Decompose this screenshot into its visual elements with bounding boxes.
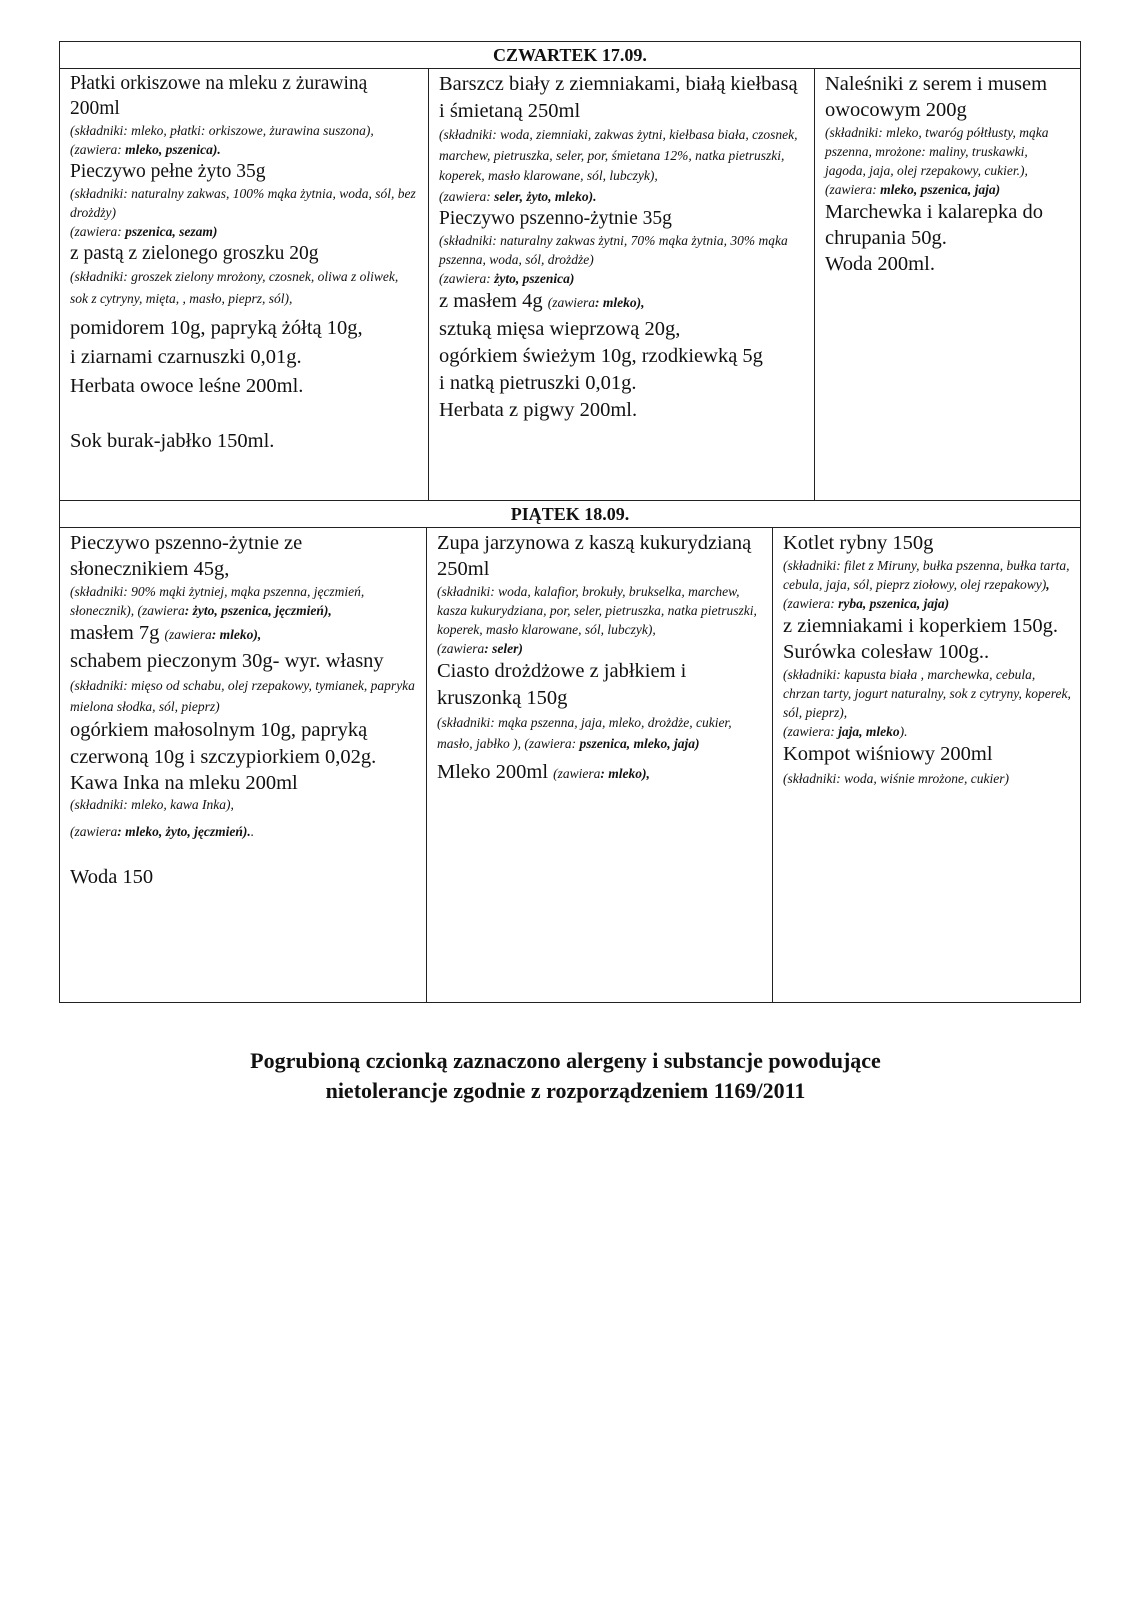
allergens: : seler)	[484, 641, 523, 656]
footnote-line: nietolerancje zgodnie z rozporządzeniem 1169/2011	[325, 1078, 806, 1103]
dish-title: Naleśniki z serem i musem owocowym 200g	[825, 73, 1048, 121]
dinner-cell-thursday	[814, 69, 1080, 500]
allergens: pszenica, mleko, jaja)	[579, 736, 700, 751]
dish-line: z masłem 4g (zawiera: mleko),	[439, 289, 645, 312]
footnote-line: Pogrubioną czcionką zaznaczono alergeny i substancje powodujące	[250, 1048, 881, 1073]
dish-title: Barszcz biały z ziemniakami, białą kiełbasą i śmietaną 250ml	[439, 73, 798, 122]
allergens: : mleko, żyto, jęczmień).	[117, 824, 251, 839]
ingredients: (składniki: 90% mąki żytniej, mąka pszenna, jęczmień, słonecznik), (zawiera: żyto, pszenica, jęczmień),	[70, 584, 365, 618]
allergen-note: (zawiera: mleko, żyto, jęczmień)..	[70, 824, 255, 839]
dish-title: Pieczywo pełne żyto 35g	[70, 161, 266, 182]
allergen-note: (zawiera: seler)	[437, 641, 523, 656]
allergen-note: (zawiera: seler, żyto, mleko).	[439, 188, 597, 204]
ingredients: (składniki: mąka pszenna, jaja, mleko, drożdże, cukier, masło, jabłko ), (zawiera: pszenica, mleko, jaja)	[437, 715, 732, 751]
dish-line: ogórkiem małosolnym 10g, papryką czerwoną 10g i szczypiorkiem 0,02g.	[70, 719, 377, 768]
ingredients: (składniki: mleko, płatki: orkiszowe, żurawina suszona),(zawiera: mleko, pszenica).	[70, 123, 374, 157]
dinner-cell-friday	[772, 528, 1080, 1002]
allergens: mleko, pszenica, jaja)	[880, 182, 1001, 197]
dish-title: Ciasto drożdżowe z jabłkiem i kruszonką 150g	[437, 660, 687, 709]
dish-title: Płatki orkiszowe na mleku z żurawiną 200ml	[70, 73, 368, 119]
drink-line: Kawa Inka na mleku 200ml	[70, 772, 298, 794]
allergen-footnote	[0, 1046, 1131, 1106]
allergens: jaja, mleko	[838, 724, 900, 739]
drink-line: Mleko 200ml (zawiera: mleko),	[437, 761, 650, 783]
dish-title: Kotlet rybny 150g	[783, 532, 934, 554]
dish-title: Zupa jarzynowa z kaszą kukurydzianą 250ml	[437, 532, 752, 580]
breakfast-cell-thursday	[60, 69, 428, 500]
allergen-note: (zawiera: pszenica, sezam)	[70, 224, 218, 239]
drink-line: Woda 150	[70, 866, 154, 888]
dish-line: z ziemniakami i koperkiem 150g.	[783, 615, 1058, 637]
dish-line: pomidorem 10g, papryką żółtą 10g,	[70, 317, 363, 339]
dish-line: masłem 7g (zawiera: mleko),	[70, 622, 262, 644]
dish-line: sztuką mięsa wieprzową 20g,	[439, 317, 681, 340]
drink-line: Kompot wiśniowy 200ml	[783, 743, 993, 765]
allergens: pszenica, sezam)	[125, 224, 218, 239]
dish-line: schabem pieczonym 30g- wyr. własny	[70, 650, 384, 672]
day-header-friday: PIĄTEK 18.09.	[60, 500, 1080, 528]
drink-line: Woda 200ml.	[825, 253, 935, 275]
breakfast-cell-friday	[60, 528, 426, 1002]
ingredients: (składniki: mleko, twaróg półtłusty, mąka pszenna, mrożone: maliny, truskawki, jagoda, jaja, olej rzepakowy, cukier.),	[825, 125, 1049, 178]
ingredients: (składniki: naturalny zakwas żytni, 70% mąka żytnia, 30% mąka pszenna, woda, sól, drożdże)	[439, 232, 788, 267]
ingredients: (składniki: woda, wiśnie mrożone, cukier)	[783, 771, 1009, 786]
drink-line: Herbata z pigwy 200ml.	[439, 398, 638, 421]
dish-title: Pieczywo pszenno-żytnie ze słonecznikiem 45g,	[70, 532, 303, 580]
allergens: żyto, pszenica)	[494, 270, 575, 286]
ingredients: (składniki: naturalny zakwas, 100% mąka żytnia, woda, sól, bez drożdży)	[70, 186, 416, 220]
dish-title: z pastą z zielonego groszku 20g	[70, 243, 319, 264]
allergens: ryba, pszenica, jaja)	[838, 596, 950, 611]
menu-row-friday	[60, 528, 1080, 1002]
allergens: mleko, pszenica).	[125, 142, 221, 157]
lunch-cell-friday	[426, 528, 772, 1002]
ingredients: (składniki: woda, kalafior, brokuły, brukselka, marchew, kasza kukurydziana, por, seler, pietruszka, natka pietruszki, koperek, masło klarowane, sól, lubczyk),	[437, 584, 757, 637]
dish-line: ogórkiem świeżym 10g, rzodkiewką 5g	[439, 344, 763, 367]
dish-line: Marchewka i kalarepka do chrupania 50g.	[825, 201, 1043, 249]
drink-line: Herbata owoce leśne 200ml.	[70, 375, 304, 397]
dish-title: Pieczywo pszenno-żytnie 35g	[439, 207, 672, 229]
allergens: : żyto, pszenica, jęczmień),	[184, 603, 332, 618]
dish-line: i ziarnami czarnuszki 0,01g.	[70, 346, 302, 368]
allergen-note: (zawiera: żyto, pszenica)	[439, 270, 575, 286]
ingredients: (składniki: kapusta biała , marchewka, cebula, chrzan tarty, jogurt naturalny, sok z cytryny, koperek, sól, pieprz),	[783, 667, 1071, 720]
allergen-note: (zawiera: ryba, pszenica, jaja)	[783, 596, 950, 611]
dish-line: i natką pietruszki 0,01g.	[439, 371, 637, 394]
ingredients: (składniki: groszek zielony mrożony, czosnek, oliwa z oliwek, sok z cytryny, mięta, , masło, pieprz, sól),	[70, 269, 399, 306]
day-header-thursday: CZWARTEK 17.09.	[60, 42, 1080, 69]
lunch-cell-thursday	[428, 69, 814, 500]
drink-line: Sok burak-jabłko 150ml.	[70, 430, 275, 452]
menu-table	[59, 41, 1081, 1003]
ingredients: (składniki: filet z Miruny, bułka pszenna, bułka tarta, cebula, jaja, sól, pieprz ziołowy, olej rzepakowy),	[783, 558, 1070, 592]
ingredients: (składniki: woda, ziemniaki, zakwas żytni, kiełbasa biała, czosnek, marchew, pietruszka, seler, por, śmietana 12%, natka pietruszki, koperek, masło klarowane, sól, lubczyk),	[439, 127, 798, 183]
ingredients: (składniki: mięso od schabu, olej rzepakowy, tymianek, papryka mielona słodka, sól, pieprz)	[70, 678, 415, 714]
allergen-note: (zawiera: jaja, mleko).	[783, 724, 908, 739]
allergen-note: (zawiera: mleko, pszenica, jaja)	[825, 182, 1001, 197]
ingredients: (składniki: mleko, kawa Inka),	[70, 797, 234, 812]
dish-title: Surówka colesław 100g..	[783, 641, 990, 663]
allergens: seler, żyto, mleko).	[494, 188, 597, 204]
menu-row-thursday	[60, 69, 1080, 500]
